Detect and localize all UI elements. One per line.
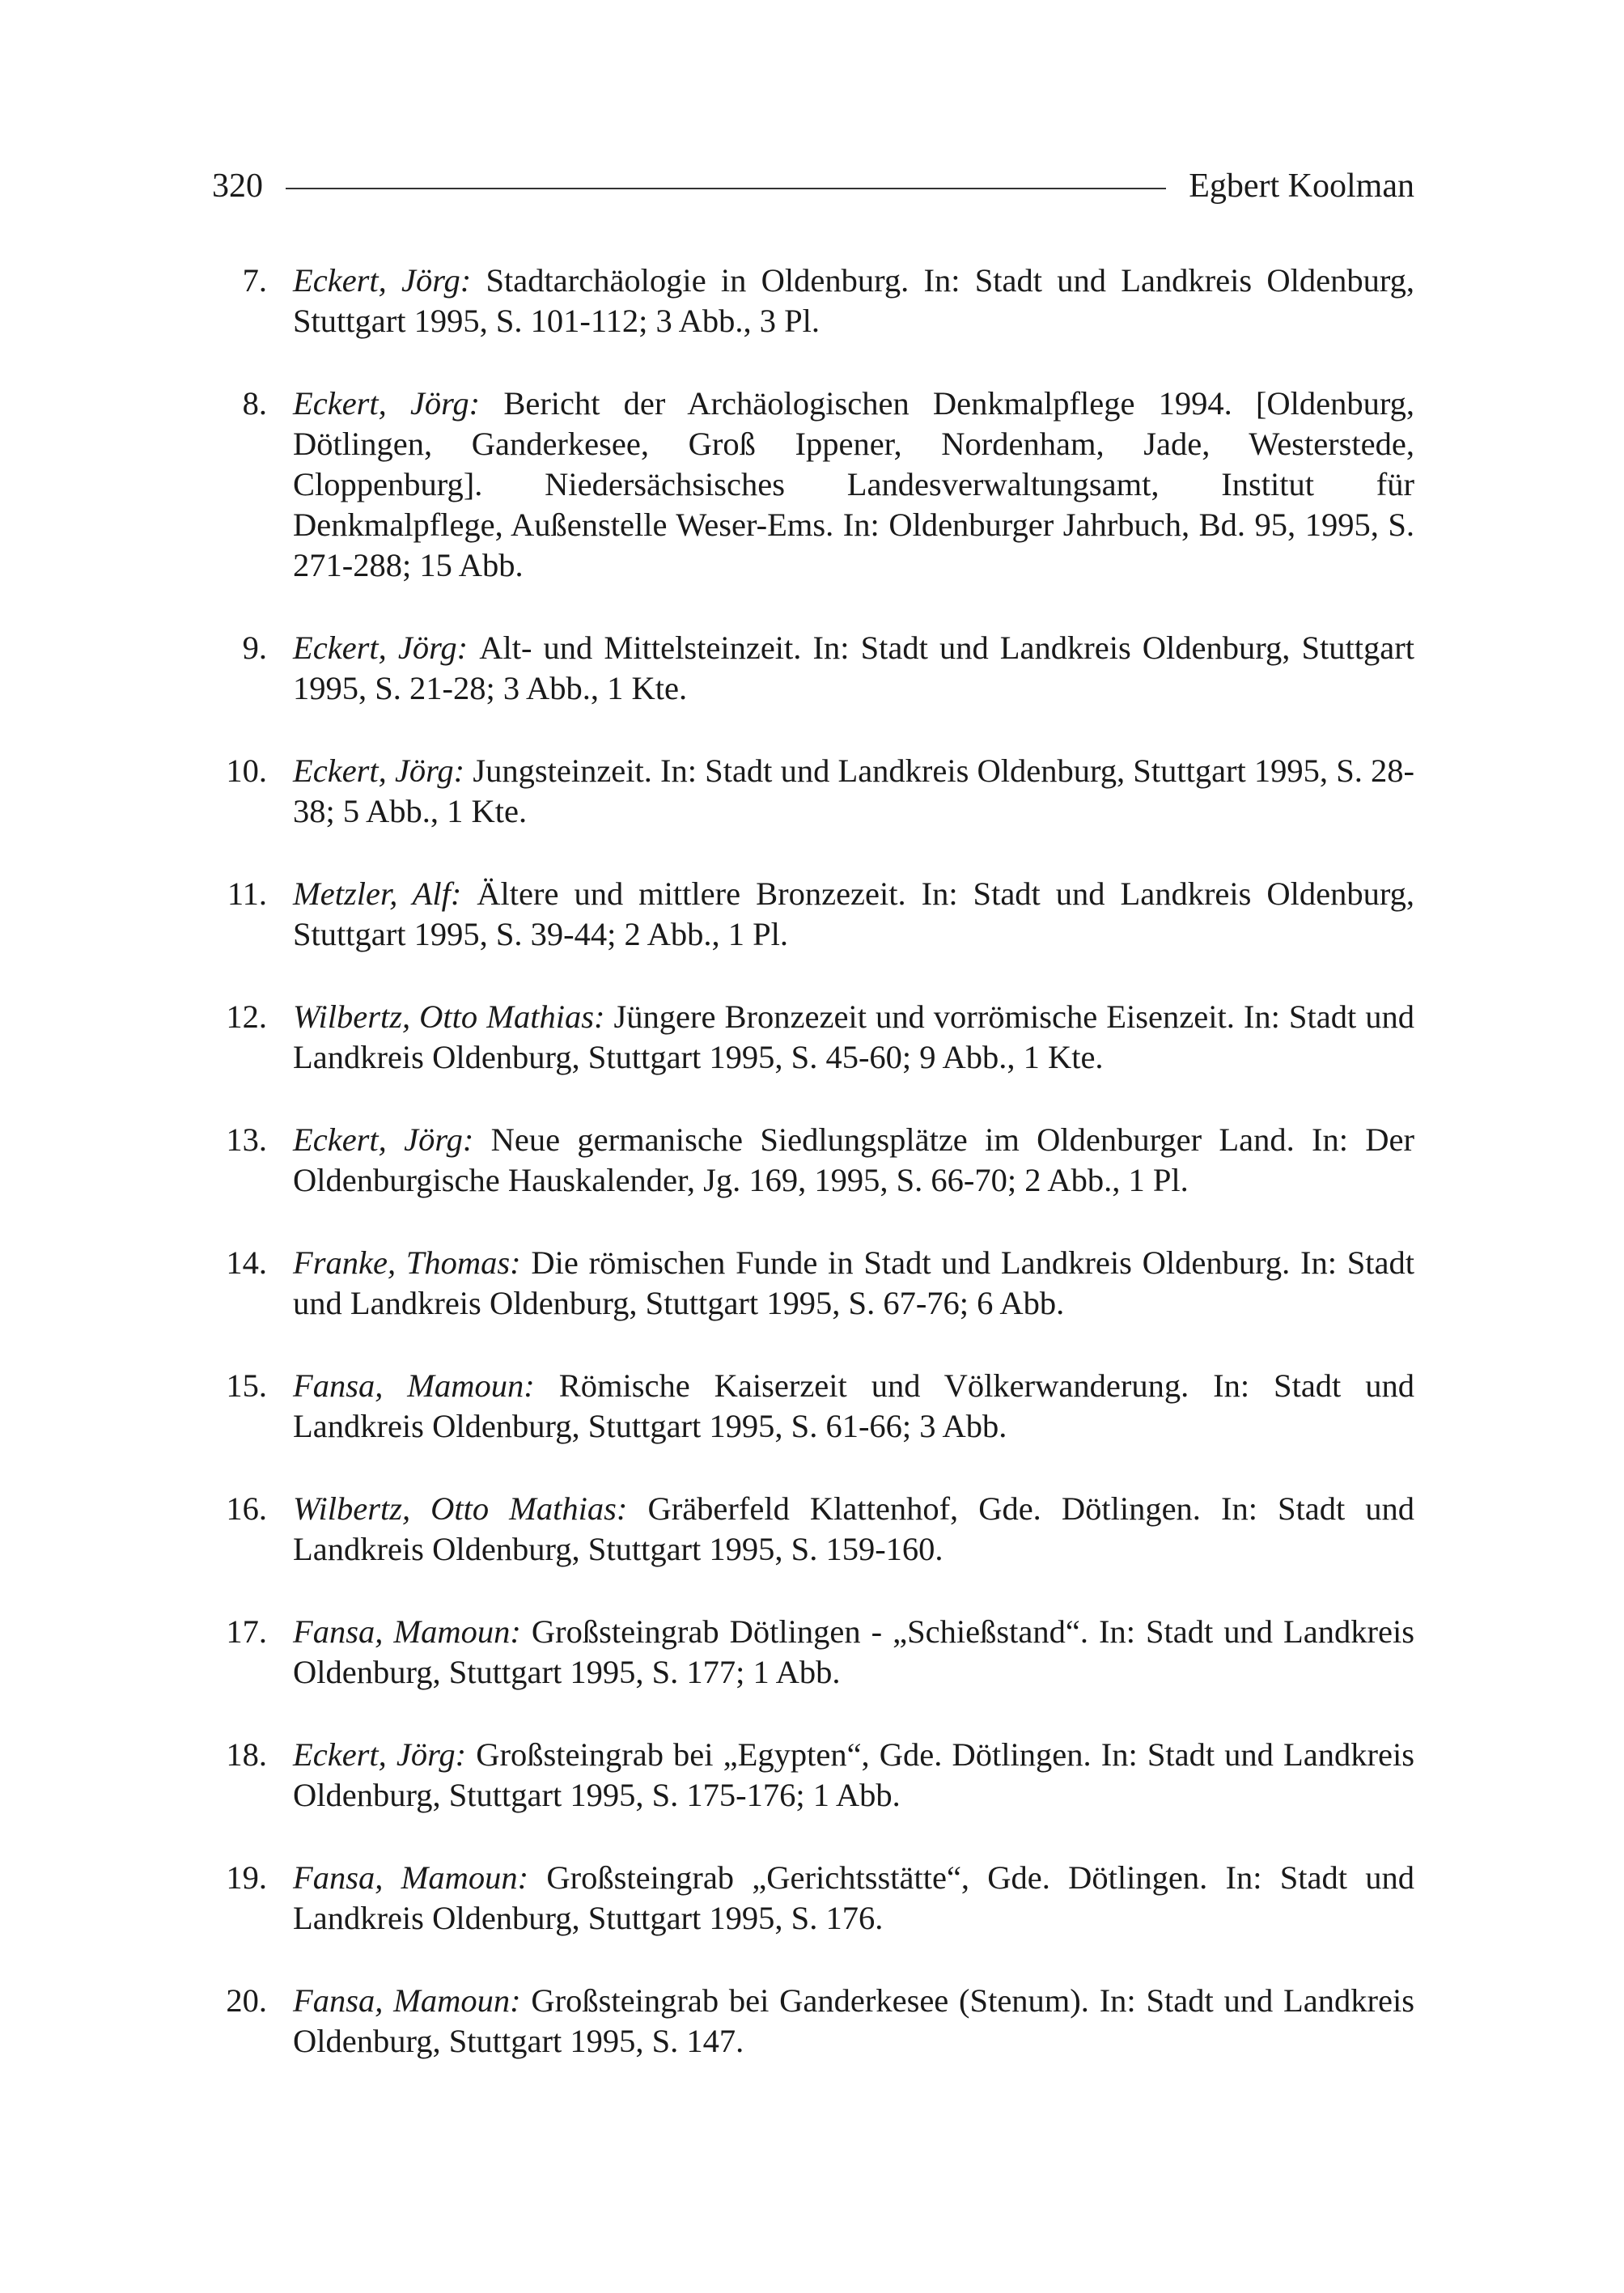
header-rule xyxy=(286,188,1166,189)
entry-number: 10. xyxy=(226,752,267,789)
entry-text: Großsteingrab „Gerichtsstätte“, Gde. Dötlingen. In: Stadt und Landkreis Oldenburg, Stuttgart 1995, S. 176. xyxy=(293,1859,1414,1936)
entry-author: Fansa, Mamoun: xyxy=(293,1859,547,1896)
bibliography-entry xyxy=(212,997,1414,1078)
page-header xyxy=(212,162,1414,210)
bibliography-entry xyxy=(212,1366,1414,1447)
entry-text: Römische Kaiserzeit und Völkerwanderung. In: Stadt und Landkreis Oldenburg, Stuttgart 1995, S. 61-66; 3 Abb. xyxy=(293,1367,1414,1444)
entry-text: Ältere und mittlere Bronzezeit. In: Stadt und Landkreis Oldenburg, Stuttgart 1995, S. 39-44; 2 Abb., 1 Pl. xyxy=(293,875,1414,952)
entry-text: Jungsteinzeit. In: Stadt und Landkreis Oldenburg, Stuttgart 1995, S. 28-38; 5 Abb., 1 Kte. xyxy=(293,752,1414,829)
entry-number: 16. xyxy=(226,1490,267,1527)
running-head: Egbert Koolman xyxy=(1189,167,1414,205)
bibliography-entry xyxy=(212,751,1414,832)
entry-text: Großsteingrab bei Ganderkesee (Stenum). In: Stadt und Landkreis Oldenburg, Stuttgart 1995, S. 147. xyxy=(293,1982,1414,2059)
bibliography-entry xyxy=(212,1243,1414,1324)
bibliography-entry xyxy=(212,1612,1414,1693)
bibliography-entry xyxy=(212,1120,1414,1201)
entry-author: Eckert, Jörg: xyxy=(293,629,480,666)
bibliography-entry xyxy=(212,1858,1414,1939)
entry-author: Fansa, Mamoun: xyxy=(293,1982,532,2019)
entry-number: 11. xyxy=(227,875,267,912)
entry-text: Großsteingrab bei „Egypten“, Gde. Dötlingen. In: Stadt und Landkreis Oldenburg, Stuttgart 1995, S. 175-176; 1 Abb. xyxy=(293,1736,1414,1813)
bibliography-entry xyxy=(212,1735,1414,1816)
entry-text: Die römischen Funde in Stadt und Landkreis Oldenburg. In: Stadt und Landkreis Oldenburg, Stuttgart 1995, S. 67-76; 6 Abb. xyxy=(293,1244,1414,1321)
entry-text: Neue germanische Siedlungsplätze im Oldenburger Land. In: Der Oldenburgische Hauskalender, Jg. 169, 1995, S. 66-70; 2 Abb., 1 Pl. xyxy=(293,1121,1414,1198)
entry-number: 7. xyxy=(242,262,267,299)
entry-number: 15. xyxy=(226,1367,267,1404)
entry-text: Gräberfeld Klattenhof, Gde. Dötlingen. In: Stadt und Landkreis Oldenburg, Stuttgart 1995, S. 159-160. xyxy=(293,1490,1415,1567)
entry-author: Eckert, Jörg: xyxy=(293,752,473,789)
entry-author: Eckert, Jörg: xyxy=(293,1736,477,1773)
bibliography-entry xyxy=(212,874,1414,955)
entry-number: 20. xyxy=(226,1982,267,2019)
entry-author: Eckert, Jörg: xyxy=(293,1121,491,1158)
entry-number: 17. xyxy=(226,1613,267,1650)
bibliography-list xyxy=(212,261,1414,2104)
entry-text: Alt- und Mittelsteinzeit. In: Stadt und Landkreis Oldenburg, Stuttgart 1995, S. 21-28; 3 Abb., 1 Kte. xyxy=(293,629,1414,706)
entry-author: Eckert, Jörg: xyxy=(293,385,504,422)
entry-author: Metzler, Alf: xyxy=(293,875,477,912)
entry-author: Eckert, Jörg: xyxy=(293,262,486,299)
entry-author: Fansa, Mamoun: xyxy=(293,1367,559,1404)
bibliography-entry xyxy=(212,261,1414,341)
entry-text: Großsteingrab Dötlingen - „Schießstand“. In: Stadt und Landkreis Oldenburg, Stuttgart 1995, S. 177; 1 Abb. xyxy=(293,1613,1414,1690)
entry-number: 9. xyxy=(242,629,267,666)
entry-number: 14. xyxy=(226,1244,267,1281)
entry-number: 8. xyxy=(242,385,267,422)
entry-text: Stadtarchäologie in Oldenburg. In: Stadt und Landkreis Oldenburg, Stuttgart 1995, S. 101-112; 3 Abb., 3 Pl. xyxy=(293,262,1414,339)
entry-number: 12. xyxy=(226,998,267,1035)
entry-number: 13. xyxy=(226,1121,267,1158)
page-number: 320 xyxy=(212,167,263,205)
bibliography-entry xyxy=(212,1489,1414,1570)
entry-text: Jüngere Bronzezeit und vorrömische Eisenzeit. In: Stadt und Landkreis Oldenburg, Stuttgart 1995, S. 45-60; 9 Abb., 1 Kte. xyxy=(293,998,1414,1075)
entry-author: Wilbertz, Otto Mathias: xyxy=(293,1490,648,1527)
entry-text: Bericht der Archäologischen Denkmalpflege 1994. [Oldenburg, Dötlingen, Ganderkesee, Groß Ippener, Nordenham, Jade, Westerstede, Cloppenburg]. Niedersächsisches Landesverwaltungsamt, Institut für Denkmalpflege, Außenstelle Weser-Ems. In: Oldenburger Jahrbuch, Bd. 95, 1995, S. 271-288; 15 Abb. xyxy=(293,385,1415,583)
bibliography-entry xyxy=(212,628,1414,709)
entry-author: Fansa, Mamoun: xyxy=(293,1613,532,1650)
entry-author: Franke, Thomas: xyxy=(293,1244,532,1281)
entry-number: 19. xyxy=(226,1859,267,1896)
bibliography-entry xyxy=(212,384,1414,586)
entry-number: 18. xyxy=(226,1736,267,1773)
entry-author: Wilbertz, Otto Mathias: xyxy=(293,998,614,1035)
bibliography-entry xyxy=(212,1981,1414,2062)
